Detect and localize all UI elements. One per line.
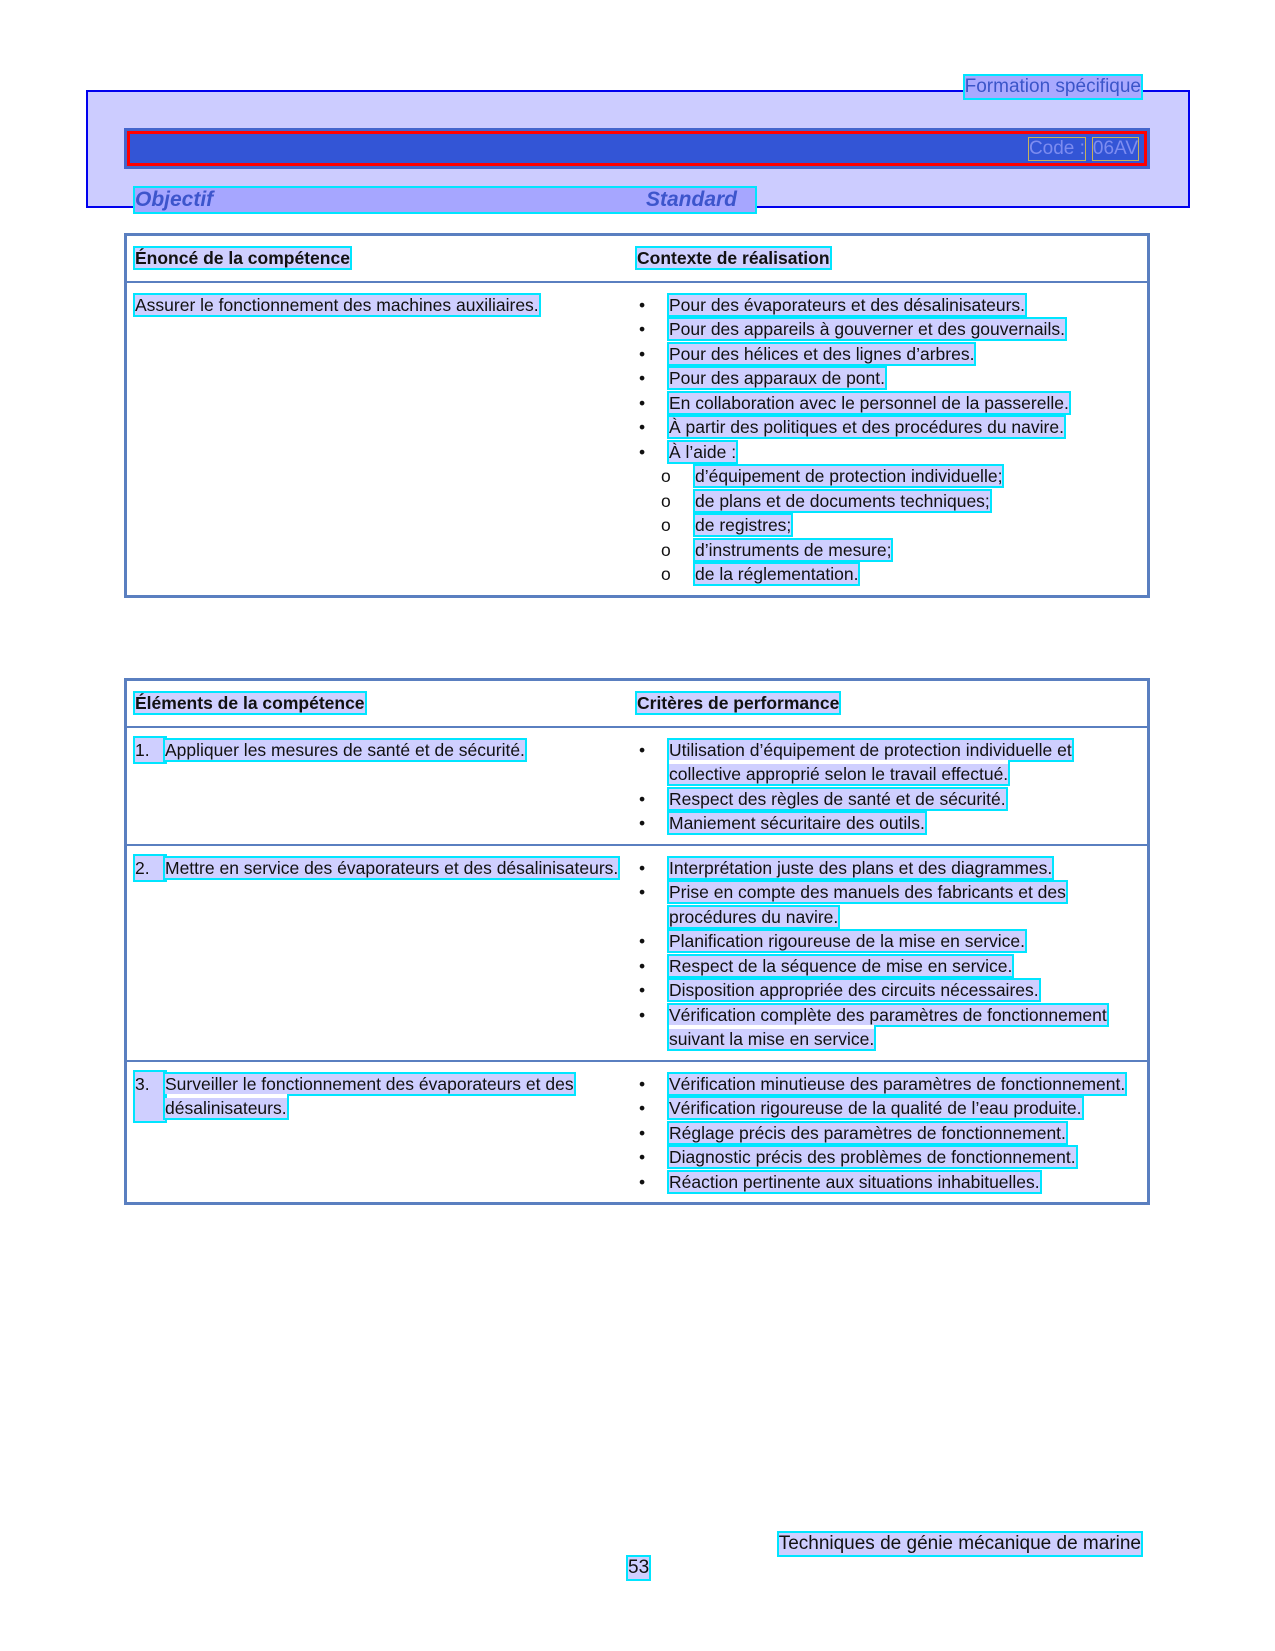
- context-text: À l’aide :: [669, 441, 737, 462]
- criterion-item: [637, 787, 1147, 812]
- element-text: Appliquer les mesures de santé et de sécurité.: [165, 739, 525, 760]
- criterion-item: [637, 1072, 1147, 1097]
- criterion-text: Diagnostic précis des problèmes de fonctionnement.: [669, 1147, 1076, 1167]
- bullet-icon: •: [639, 1122, 646, 1143]
- competency-elements-table: [124, 678, 1150, 1205]
- bullet-icon: •: [639, 739, 646, 760]
- col-header: Éléments de la compétence: [135, 693, 365, 713]
- element-number: 1.: [135, 738, 165, 763]
- bullet-icon: •: [639, 980, 646, 1000]
- context-item: [637, 342, 1147, 367]
- table-row: [127, 726, 1147, 844]
- code-value: 06AV: [1092, 137, 1138, 159]
- criteria-cell: [637, 1072, 1147, 1195]
- criterion-text: Prise en compte des manuels des fabricants et des procédures du navire.: [669, 882, 1066, 927]
- bullet-icon: •: [639, 955, 646, 976]
- bullet-icon: •: [639, 368, 646, 388]
- criterion-item: [637, 1170, 1147, 1195]
- element: [135, 856, 637, 881]
- context-item: [637, 391, 1147, 416]
- criterion-text: Utilisation d’équipement de protection individuelle et collective approprié selon le travail effectué.: [669, 739, 1072, 784]
- context-text: En collaboration avec le personnel de la passerelle.: [669, 392, 1069, 413]
- criterion-text: Vérification minutieuse des paramètres de fonctionnement.: [669, 1073, 1126, 1094]
- criterion-text: Disposition appropriée des circuits nécessaires.: [669, 980, 1039, 1000]
- context-text: d’équipement de protection individuelle;: [695, 466, 1003, 486]
- bullet-icon: •: [639, 1073, 646, 1094]
- objective-standard-row: [135, 188, 755, 212]
- program-type: Formation spécifique: [964, 76, 1141, 97]
- bullet-icon: •: [639, 1171, 646, 1192]
- context-item: [637, 293, 1147, 318]
- element-number: 2.: [135, 856, 165, 881]
- element: [135, 738, 637, 763]
- standard-label: Standard: [646, 188, 738, 211]
- criterion-text: Respect de la séquence de mise en service.: [669, 955, 1013, 976]
- bullet-icon: •: [639, 882, 646, 902]
- table-row: [127, 281, 1147, 595]
- criterion-item: [637, 929, 1147, 954]
- code-bar: [124, 128, 1150, 169]
- element-cell: [127, 856, 637, 1052]
- bullet-icon: •: [639, 343, 646, 364]
- element-cell: [127, 738, 637, 836]
- criteria-cell: [637, 856, 1147, 1052]
- context-text: À partir des politiques et des procédures du navire.: [669, 417, 1064, 437]
- bullet-icon: •: [639, 417, 646, 437]
- col-header: Contexte de réalisation: [637, 248, 830, 268]
- element-number: 3.: [135, 1072, 165, 1121]
- bullet-icon: •: [639, 441, 646, 462]
- criterion-item: [637, 1003, 1147, 1052]
- criterion-item: [637, 1121, 1147, 1146]
- criterion-text: Vérification complète des paramètres de fonctionnement suivant la mise en service.: [669, 1004, 1107, 1049]
- table-row: [127, 1060, 1147, 1203]
- criterion-item: [637, 1145, 1147, 1170]
- context-item: [637, 562, 1147, 587]
- table-header: [127, 236, 1147, 281]
- element-text: Mettre en service des évaporateurs et des désalinisateurs.: [165, 857, 619, 878]
- criterion-text: Réglage précis des paramètres de fonctionnement.: [669, 1122, 1066, 1143]
- context-item: [637, 415, 1147, 440]
- context-text: de la réglementation.: [695, 564, 859, 584]
- bullet-icon: •: [639, 1147, 646, 1167]
- criteria-cell: [637, 738, 1147, 836]
- col-header: Énoncé de la compétence: [135, 248, 350, 268]
- competency-statement-table: [124, 233, 1150, 598]
- criterion-item: [637, 954, 1147, 979]
- objective-label: Objectif: [135, 188, 214, 211]
- context-text: Pour des hélices et des lignes d’arbres.: [669, 343, 975, 364]
- context-item: [637, 440, 1147, 465]
- element: [135, 1072, 637, 1121]
- context-item: [637, 317, 1147, 342]
- criterion-item: [637, 978, 1147, 1003]
- table-row: [127, 844, 1147, 1060]
- bullet-icon: o: [661, 490, 671, 511]
- bullet-icon: •: [639, 931, 646, 951]
- context-item: [637, 489, 1147, 514]
- footer-program: Techniques de génie mécanique de marine: [778, 1533, 1141, 1554]
- competency-statement: Assurer le fonctionnement des machines auxiliaires.: [135, 294, 539, 315]
- context-text: de plans et de documents techniques;: [695, 490, 990, 511]
- context-text: de registres;: [695, 515, 792, 535]
- bullet-icon: •: [639, 1004, 646, 1025]
- criterion-item: [637, 856, 1147, 881]
- element-cell: [127, 1072, 637, 1195]
- criterion-text: Respect des règles de santé et de sécurité.: [669, 788, 1006, 809]
- table-header: [127, 681, 1147, 726]
- context-item: [637, 513, 1147, 538]
- context-text: d’instruments de mesure;: [695, 539, 892, 560]
- bullet-icon: •: [639, 392, 646, 413]
- bullet-icon: o: [661, 515, 671, 535]
- criterion-item: [637, 738, 1147, 787]
- bullet-icon: •: [639, 319, 646, 339]
- criterion-item: [637, 1096, 1147, 1121]
- page-number: 53: [628, 1557, 650, 1578]
- bullet-icon: •: [639, 294, 646, 315]
- criterion-text: Interprétation juste des plans et des diagrammes.: [669, 857, 1053, 878]
- bullet-icon: •: [639, 788, 646, 809]
- criterion-text: Réaction pertinente aux situations inhabituelles.: [669, 1171, 1040, 1192]
- criterion-item: [637, 880, 1147, 929]
- bullet-icon: o: [661, 466, 671, 486]
- col-header: Critères de performance: [637, 693, 840, 713]
- criterion-text: Planification rigoureuse de la mise en service.: [669, 931, 1026, 951]
- context-text: Pour des évaporateurs et des désalinisateurs.: [669, 294, 1026, 315]
- bullet-icon: •: [639, 813, 646, 833]
- context-item: [637, 538, 1147, 563]
- criterion-item: [637, 811, 1147, 836]
- context-item: [637, 464, 1147, 489]
- code-label: Code :: [1028, 137, 1085, 159]
- element-text: Surveiller le fonctionnement des évaporateurs et des désalinisateurs.: [165, 1073, 574, 1118]
- bullet-icon: o: [661, 539, 671, 560]
- context-item: [637, 366, 1147, 391]
- bullet-icon: •: [639, 1098, 646, 1118]
- bullet-icon: o: [661, 564, 671, 584]
- criterion-text: Maniement sécuritaire des outils.: [669, 813, 925, 833]
- context-text: Pour des appareils à gouverner et des gouvernails.: [669, 319, 1065, 339]
- context-text: Pour des apparaux de pont.: [669, 368, 885, 388]
- bullet-icon: •: [639, 857, 646, 878]
- criterion-text: Vérification rigoureuse de la qualité de l’eau produite.: [669, 1098, 1082, 1118]
